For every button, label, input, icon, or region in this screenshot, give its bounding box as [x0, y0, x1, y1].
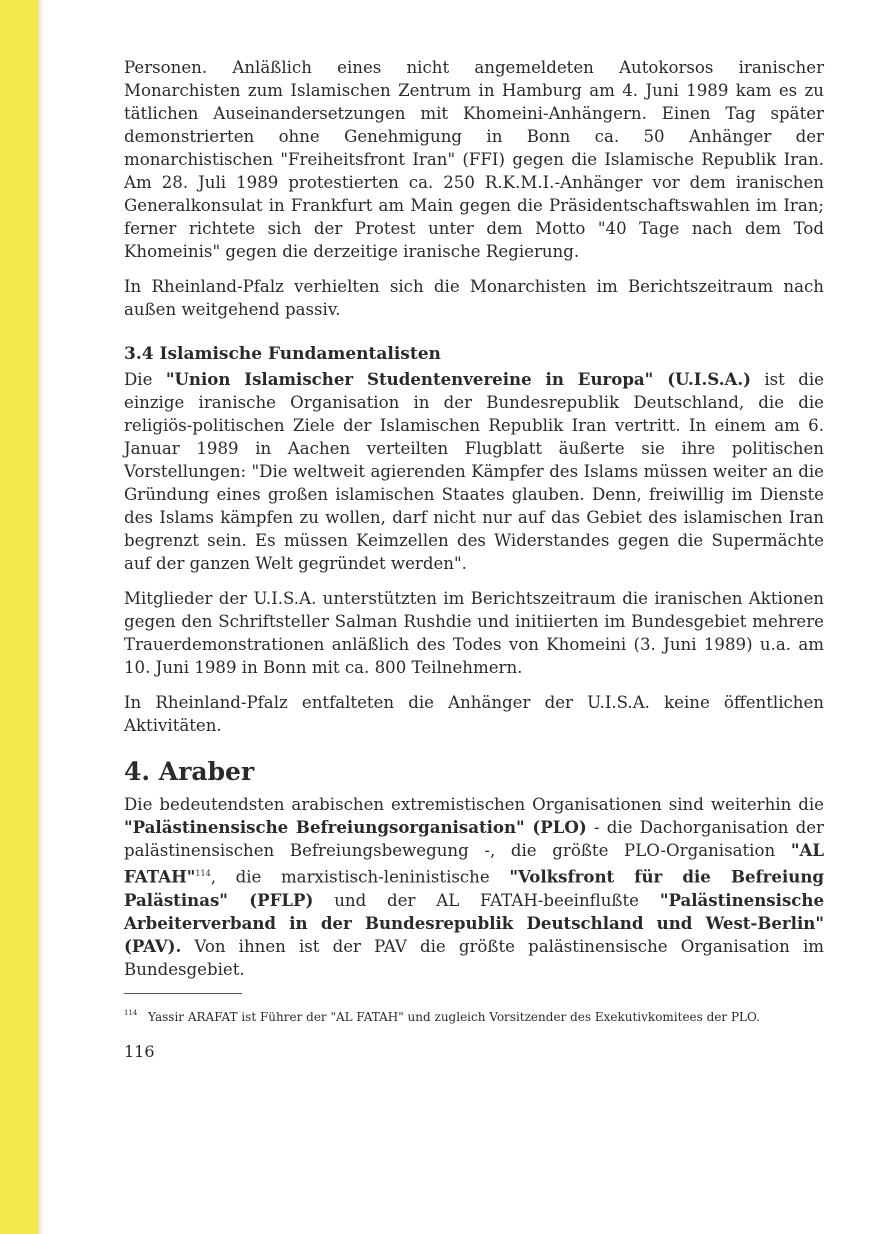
- footnote: [124, 1008, 824, 1026]
- paragraph-arab-organisations: [124, 793, 824, 981]
- text-span: Die: [124, 370, 166, 389]
- text-span: - die Dachorganisation der palästinensischen Befreiungsbewegung -, die größte PLO-Organisation: [124, 818, 824, 860]
- footnote-reference: 114: [195, 869, 211, 878]
- section-heading-araber: 4. Araber: [124, 757, 255, 786]
- binding-edge: [0, 0, 38, 1234]
- page-number: 116: [124, 1041, 155, 1061]
- paragraph-monarchists: Personen. Anläßlich eines nicht angemeldeten Autokorsos iranischer Monarchisten zum Islamischen Zentrum in Hamburg am 4. Juni 1989 kam es zu tätlichen Auseinandersetzungen mit Khomeini-Anhängern. Einen Tag später demonstrierten ohne Genehmigung in Bonn ca. 50 Anhänger der monarchistischen "Freiheitsfront Iran" (FFI) gegen die Islamische Republik Iran. Am 28. Juli 1989 protestierten ca. 250 R.K.M.I.-Anhänger vor dem iranischen Generalkonsulat in Frankfurt am Main gegen die Präsidentschaftswahlen im Iran; ferner richtete sich der Protest unter dem Motto "40 Tage nach dem Tod Khomeinis" gegen die derzeitige iranische Regierung.: [124, 58, 824, 261]
- paragraph-uisa-rheinland-pfalz: In Rheinland-Pfalz entfalteten die Anhänger der U.I.S.A. keine öffentlichen Aktivitäten.: [124, 693, 824, 735]
- binding-shadow: [38, 0, 44, 1234]
- bold-organisation-al-fatah: "AL FATAH": [124, 840, 824, 887]
- text-span: ist die einzige iranische Organisation in der Bundesrepublik Deutschland, die die religiös-politischen Ziele der Islamischen Republik Iran vertritt. In einem am 6. Januar 1989 in Aachen verteilten Flugblatt äußerte sie ihre politischen Vorstellungen: "Die weltweit agierenden Kämpfer des Islams müssen weiter an die Gründung eines großen islamischen Staates glauben. Denn, freiwillig im Dienste des Islams kämpfen zu wollen, darf nicht nur auf das Gebiet des islamischen Iran begrenzt sein. Es müssen Keimzellen des Widerstandes gegen die Supermächte auf der ganzen Welt gegründet werden".: [124, 370, 824, 573]
- paragraph-rheinland-pfalz-monarchists: In Rheinland-Pfalz verhielten sich die Monarchisten im Berichtszeitraum nach außen weitgehend passiv.: [124, 277, 824, 319]
- text-span: , die marxistisch-leninistische: [210, 867, 510, 887]
- page-content: [124, 56, 824, 1061]
- text-span: Die bedeutendsten arabischen extremistischen Organisationen sind weiterhin die: [124, 795, 824, 814]
- footnote-number: 114: [124, 1008, 138, 1017]
- section-heading-fundamentalists: 3.4 Islamische Fundamentalisten: [124, 344, 441, 364]
- bold-organisation-pflp: "Volksfront für die Befreiung Palästinas" (PFLP): [124, 866, 825, 910]
- paragraph-uisa: [124, 368, 824, 575]
- text-span: und der AL FATAH-beeinflußte: [313, 890, 660, 910]
- bold-organisation-pav: "Palästinensische Arbeiterverband in der Bundesrepublik Deutschland und West-Berlin" (PAV).: [124, 889, 825, 956]
- footnote-text: Yassir ARAFAT ist Führer der "AL FATAH" und zugleich Vorsitzender des Exekutivkomitees der PLO.: [148, 1009, 760, 1024]
- paragraph-uisa-actions: Mitglieder der U.I.S.A. unterstützten im Berichtszeitraum die iranischen Aktionen gegen den Schriftsteller Salman Rushdie und initiierten im Bundesgebiet mehrere Trauerdemonstrationen anläßlich des Todes von Khomeini (3. Juni 1989) u.a. am 10. Juni 1989 in Bonn mit ca. 800 Teilnehmern.: [124, 589, 824, 677]
- text-span: Von ihnen ist der PAV die größte palästinensische Organisation im Bundesgebiet.: [124, 936, 824, 979]
- bold-organisation-plo: "Palästinensische Befreiungsorganisation" (PLO): [124, 817, 587, 837]
- footnote-divider: [124, 993, 242, 994]
- bold-organisation-uisa: "Union Islamischer Studentenvereine in Europa" (U.I.S.A.): [165, 369, 751, 389]
